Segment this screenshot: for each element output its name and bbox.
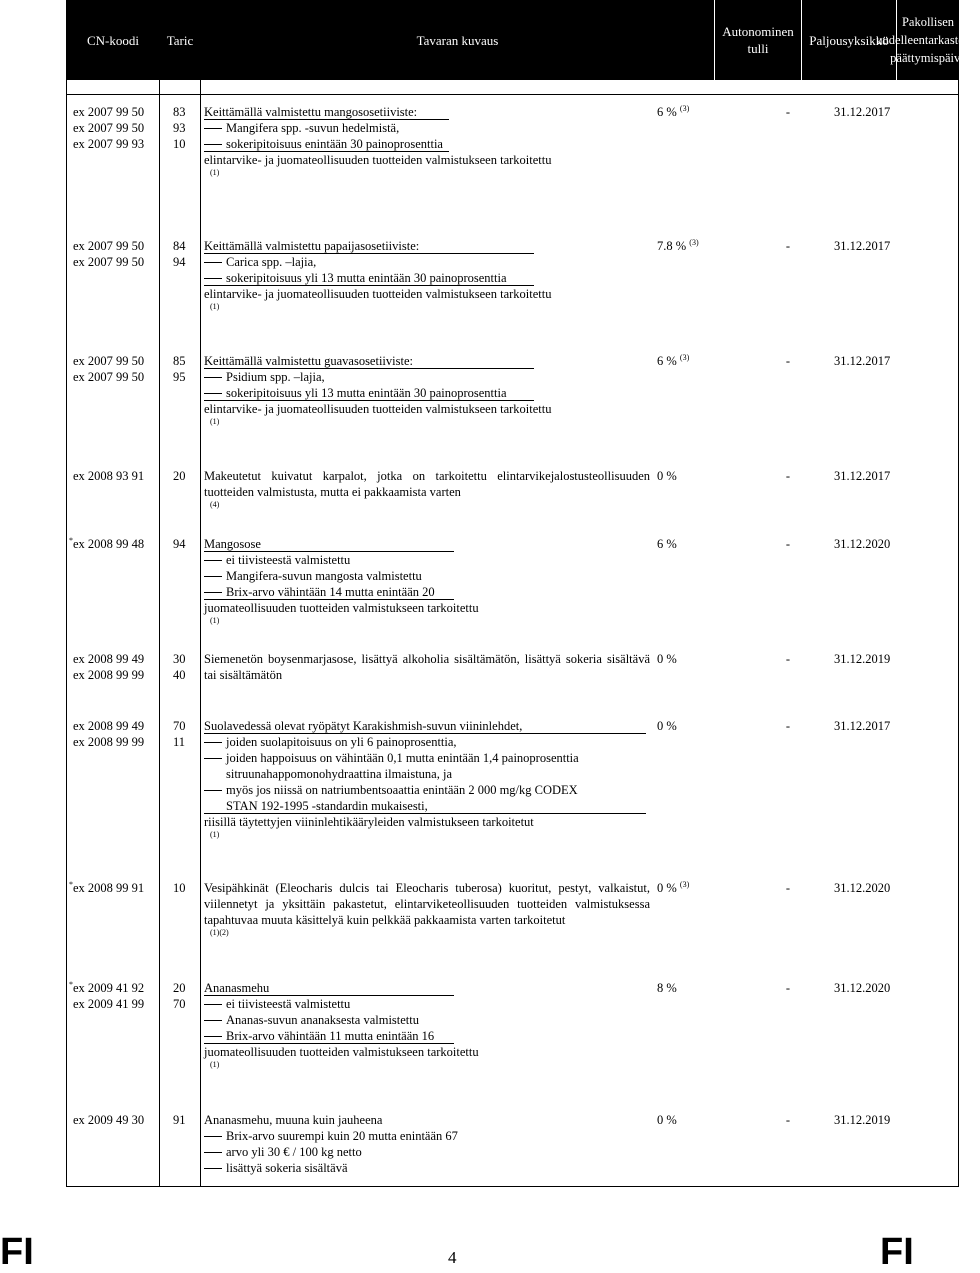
row-6-duty: 0 % [657,652,677,666]
row-6-description: Siemenetön boysenmarjasose, lisättyä alkoholia sisältämätön, lisättyä sokeria sisältävä tai sisältämätön [204,652,650,682]
row-4-taric: 20 [173,469,186,483]
row-7-unit: - [785,719,791,733]
amended-marker: * [69,879,73,889]
row-8-taric: 10 [173,881,186,895]
column-divider [200,0,201,1186]
row-5-cn-codes: *ex 2008 99 48 [69,535,145,551]
row-3-date: 31.12.2017 [834,354,891,368]
row-9-taric: 20 70 [173,981,186,1011]
row-1-cn-codes: ex 2007 99 50 ex 2007 99 50 ex 2007 99 93 [73,105,145,151]
row-3-unit: - [785,354,791,368]
row-4-date: 31.12.2017 [834,469,891,483]
row-3-cn-codes: ex 2007 99 50 ex 2007 99 50 [73,354,145,384]
row-8-date: 31.12.2020 [834,881,891,895]
row-10-taric: 91 [173,1113,186,1127]
row-10-duty: 0 % [657,1113,677,1127]
footer-language-code-left: FI [0,1231,34,1273]
row-2-duty: 7.8 % $^{(3)}$ [657,237,699,253]
row-2-date: 31.12.2017 [834,239,891,253]
row-3-description: Keittämällä valmistettu guavasosetiiviste: Psidium spp. –lajia, sokeripitoisuus yli 13 mutta enintään 30 painoprosenttia elintarvike- ja juomateollisuuden tuotteiden valmistukseen tarkoitettu (1) [204,354,552,426]
tariff-table [66,0,980,1187]
row-6-unit: - [785,652,791,666]
row-7-duty: 0 % [657,719,677,733]
row-9-duty: 8 % [657,981,677,995]
row-9-unit: - [785,981,791,995]
row-8-cn-codes: *ex 2008 99 91 [69,879,145,895]
row-7-cn-codes: ex 2008 99 49 ex 2008 99 99 [73,719,145,749]
row-10-cn-codes: ex 2009 49 30 [73,1113,145,1127]
row-5-description: Mangosose ei tiivisteestä valmistettu Mangifera-suvun mangosta valmistettu Brix-arvo vähintään 14 mutta enintään 20 juomateollisuuden tuotteiden valmistukseen tarkoitettu (1) [204,537,479,625]
row-3-duty: 6 % $^{(3)}$ [657,352,690,368]
amended-marker: * [69,535,73,545]
header-taric: Taric [160,0,200,80]
row-2-unit: - [785,239,791,253]
row-2-description: Keittämällä valmistettu papaijasosetiiviste: Carica spp. –lajia, sokeripitoisuus yli 13 mutta enintään 30 painoprosenttia elintarvike- ja juomateollisuuden tuotteiden valmistukseen tarkoitettu (1) [204,239,552,311]
row-4-duty: 0 % [657,469,677,483]
row-9-description: Ananasmehu ei tiivisteestä valmistettu Ananas-suvun ananaksesta valmistettu Brix-arvo vähintään 11 mutta enintään 16 juomateollisuuden tuotteiden valmistukseen tarkoitettu (1) [204,981,479,1069]
row-8-duty: 0 % $^{(3)}$ [657,879,690,895]
header-autonomous-duty: Autonominen tulli [715,0,801,80]
row-6-date: 31.12.2019 [834,652,891,666]
header-review-date: Pakollisen uudelleentarkastelun päättymispäivä [897,0,959,80]
header-supplementary-unit: Paljousyksikkö [802,0,896,80]
row-1-date: 31.12.2017 [834,105,891,119]
header-description: Tavaran kuvaus [201,0,714,80]
column-divider [159,0,160,1186]
row-10-unit: - [785,1113,791,1127]
row-4-cn-codes: ex 2008 93 91 [73,469,145,483]
row-1-taric: 83 93 10 [173,105,186,151]
row-4-description: Makeutetut kuivatut karpalot, jotka on tarkoitettu elintarvikejalostusteollisuuden tuotteiden valmistusta, mutta ei pakkaamista varten (4) [204,469,650,509]
row-7-description: Suolavedessä olevat ryöpätyt Karakishmish-suvun viininlehdet, joiden suolapitoisuus on yli 6 painoprosenttia, joiden happoisuus on vähintään 0,1 mutta enintään 1,4 painoprosenttia sitruunahappomonohydraattina ilmaistuna, ja myös jos niissä on natriumbentsoaattia enintään 2 000 mg/kg CODEX STAN 192-1995 -standardin mukaisesti, riisillä täytettyjen viininlehtikääryleiden valmistukseen tarkoitetut (1) [204,718,650,840]
row-4-unit: - [785,469,791,483]
row-9-date: 31.12.2020 [834,981,891,995]
row-1-unit: - [785,105,791,119]
row-5-unit: - [785,537,791,551]
row-6-taric: 30 40 [173,652,186,682]
row-8-unit: - [785,881,791,895]
row-6-cn-codes: ex 2008 99 49 ex 2008 99 99 [73,652,145,682]
row-8-description: Vesipähkinät (Eleocharis dulcis tai Eleocharis tuberosa) kuoritut, pestyt, valkaistut, viilennetyt ja yksittäin pakastetut, elintarviketeollisuuden tuotteiden valmistuksessa tapahtuvaa muuta käsittelyä kuin pelkkää pakkaamista varten tarkoitetut (1)(2) [204,881,650,937]
row-5-duty: 6 % [657,537,677,551]
row-1-duty: 6 % $^{(3)}$ [657,103,690,119]
row-10-date: 31.12.2019 [834,1113,891,1127]
row-1-description: Keittämällä valmistettu mangososetiiviste: Mangifera spp. -suvun hedelmistä, sokeripitoisuus enintään 30 painoprosenttia elintarvike- ja juomateollisuuden tuotteiden valmistukseen tarkoitettu (1) [204,105,552,177]
row-7-date: 31.12.2017 [834,719,891,733]
row-3-taric: 85 95 [173,354,186,384]
row-9-cn-codes: *ex 2009 41 92 ex 2009 41 99 [69,979,145,1011]
header-cn-code: CN-koodi [67,0,159,80]
row-10-description: Ananasmehu, muuna kuin jauheena Brix-arvo suurempi kuin 20 mutta enintään 67 arvo yli 30 € / 100 kg netto lisättyä sokeria sisältävä [204,1113,458,1175]
row-7-taric: 70 11 [173,719,186,749]
row-2-cn-codes: ex 2007 99 50 ex 2007 99 50 [73,239,145,269]
row-5-taric: 94 [173,537,186,551]
row-2-taric: 84 94 [173,239,186,269]
row-5-date: 31.12.2020 [834,537,891,551]
footer-language-code-right: FI [880,1231,914,1273]
amended-marker: * [69,979,73,989]
footer-page-number: 4 [448,1248,457,1267]
